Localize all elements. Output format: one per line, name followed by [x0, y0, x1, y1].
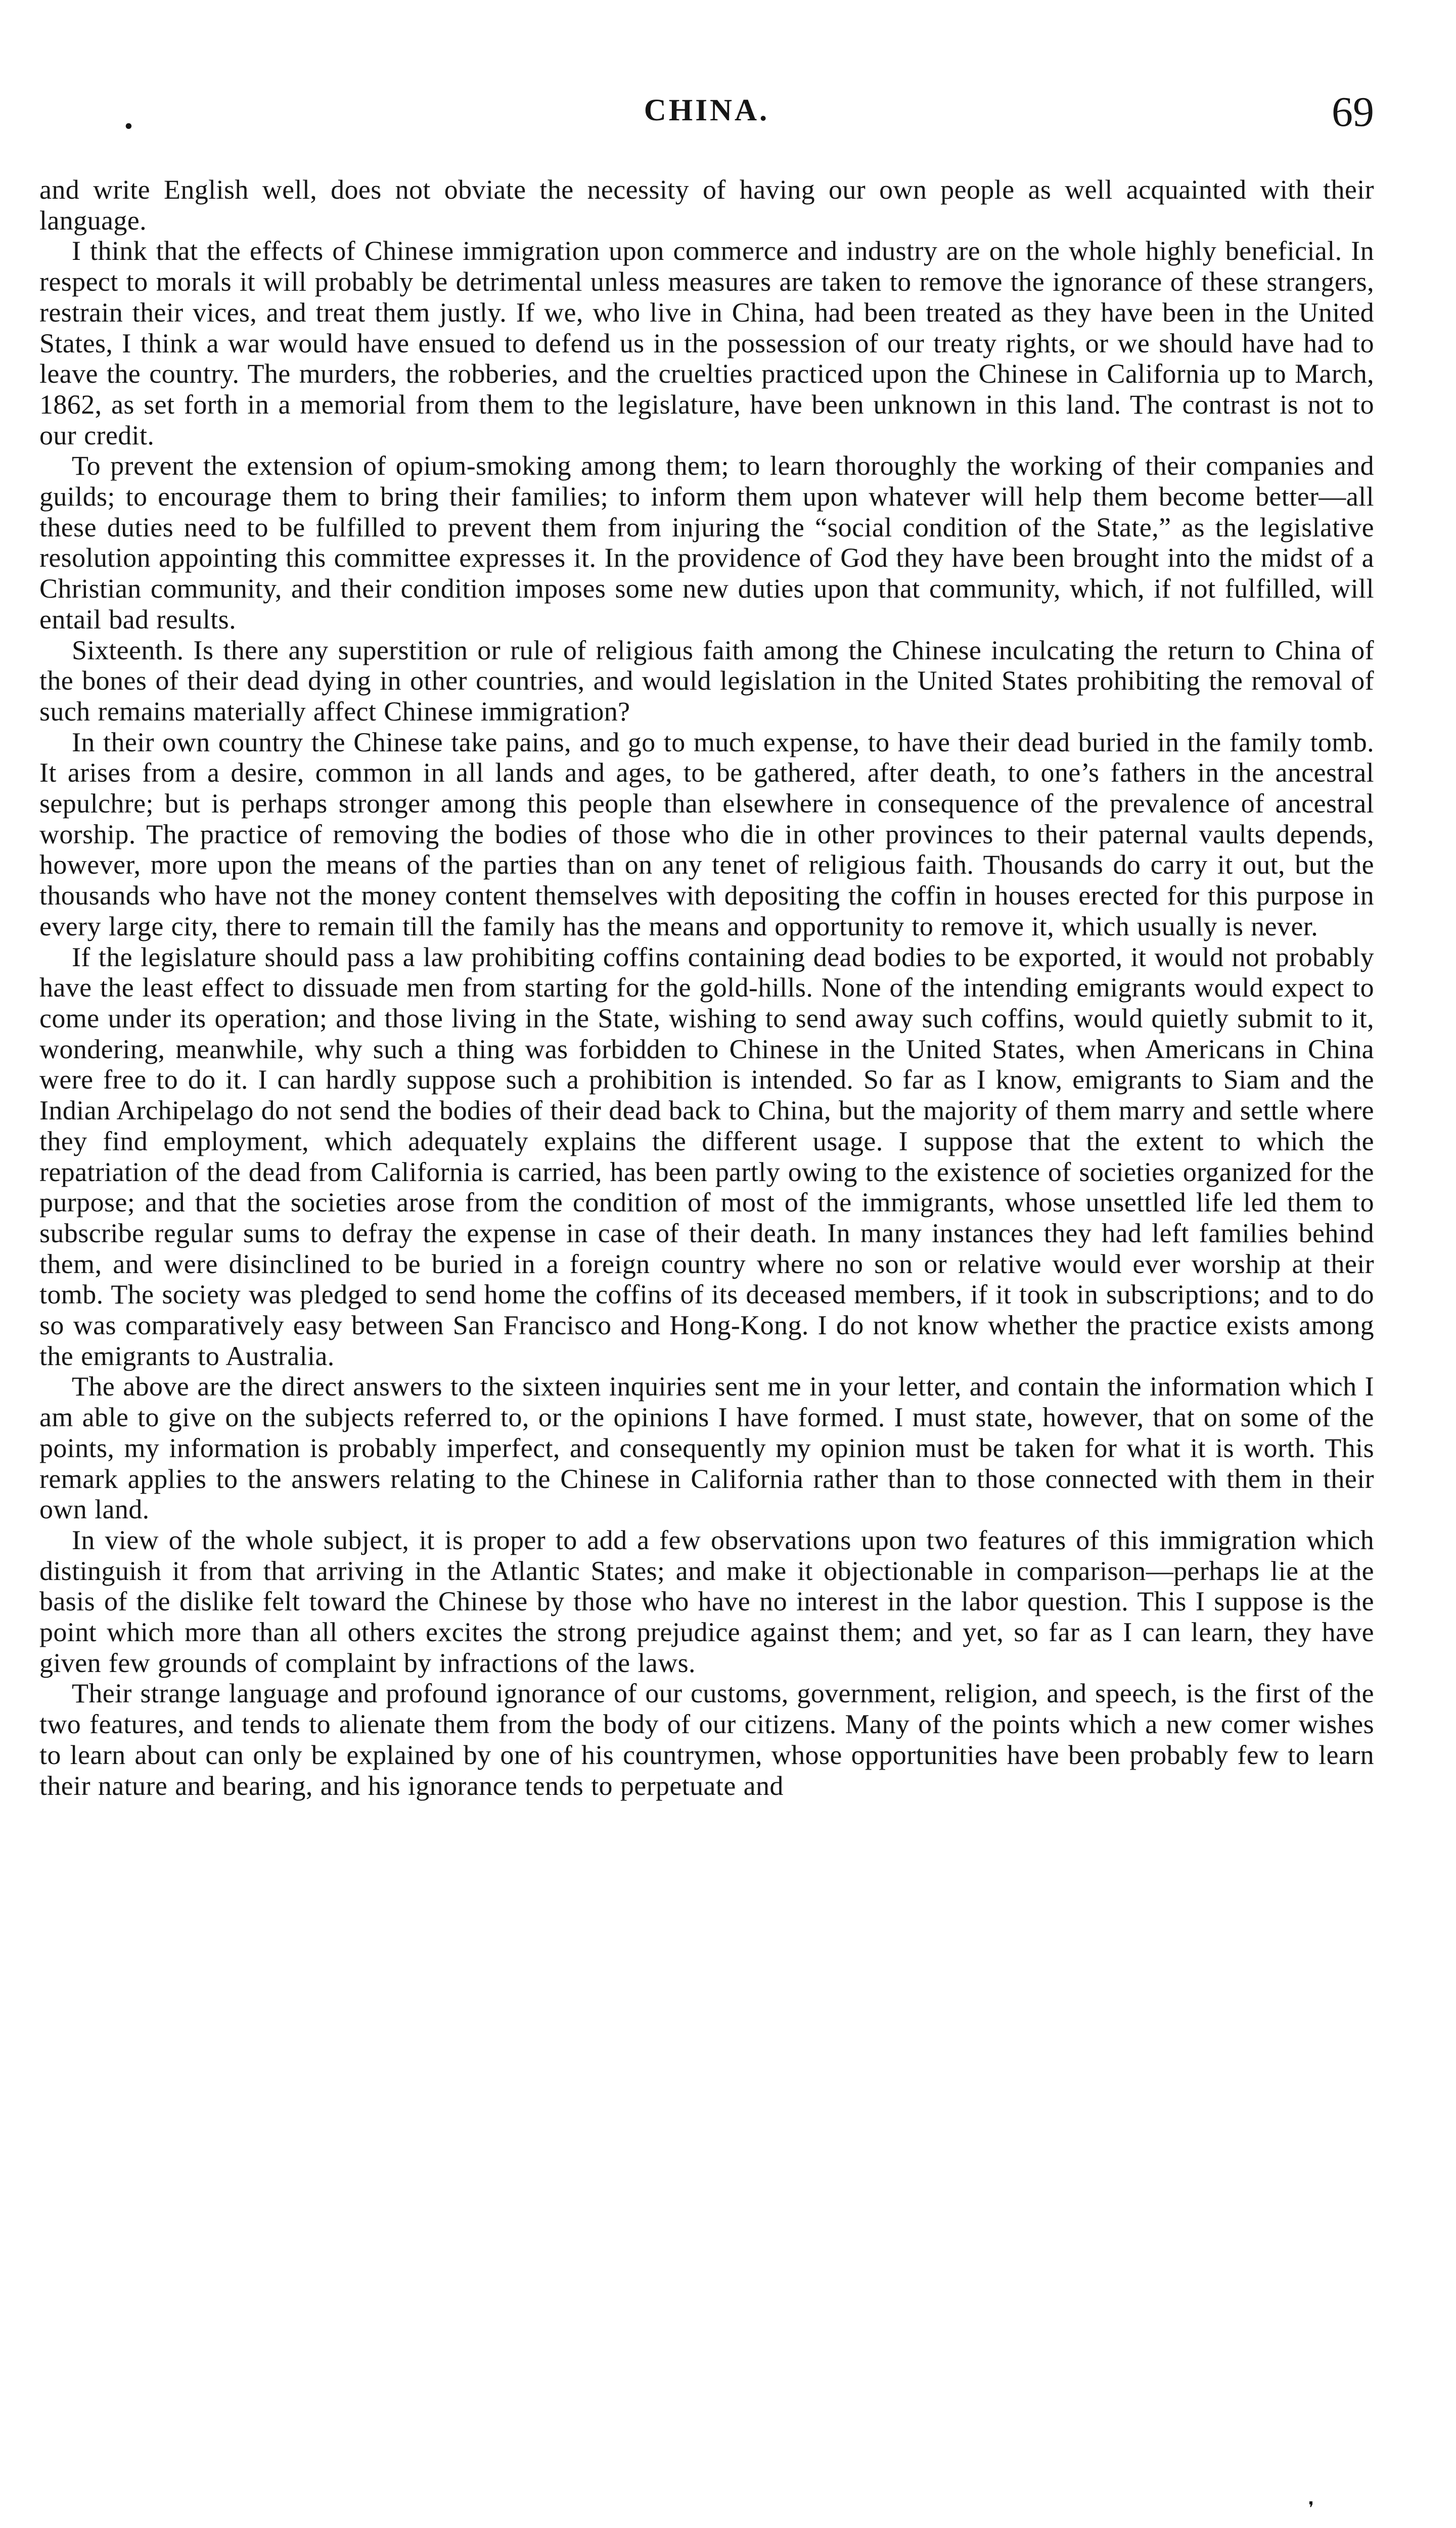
printer-mark: ❜	[1308, 2499, 1314, 2518]
page-title: CHINA.	[644, 94, 770, 127]
paragraph-sixteenth-question: Sixteenth. Is there any superstition or rule of religious faith among the Chinese inculcating the return to China of the bones of their dead dying in other countries, and would legislation in the United States prohibiting the removal of such remains materially affect Chinese immigration?	[39, 635, 1374, 727]
paragraph-burial-customs: In their own country the Chinese take pains, and go to much expense, to have their dead buried in the family tomb. It arises from a desire, common in all lands and ages, to be gathered, after death, to one’s fathers in the ancestral sepulchre; but is perhaps stronger among this people than elsewhere in consequence of the prevalence of ancestral worship. The practice of removing the bodies of those who die in other provinces to their paternal vaults depends, however, more upon the means of the parties than on any tenet of religious faith. Thousands do carry it out, but the thousands who have not the money content themselves with depositing the coffin in houses erected for this purpose in every large city, there to remain till the family has the means and opportunity to remove it, which usually is never.	[39, 727, 1374, 941]
paragraph-duties: To prevent the extension of opium-smoking among them; to learn thoroughly the working of their companies and guilds; to encourage them to bring their families; to inform them upon whatever will help them become better—all these duties need to be fulfilled to prevent them from injuring the “social condition of the State,” as the legislative resolution appointing this committee expresses it. In the providence of God they have been brought into the midst of a Christian community, and their condition imposes some new duties upon that community, which, if not fulfilled, will entail bad results.	[39, 450, 1374, 635]
paragraph-effects-of-immigration: I think that the effects of Chinese immigration upon commerce and industry are on the whole highly beneficial. In respect to morals it will probably be detrimental unless measures are taken to remove the ignorance of these strangers, restrain their vices, and treat them justly. If we, who live in China, had been treated as they have been in the United States, I think a war would have ensued to defend us in the possession of our treaty rights, or we should have had to leave the country. The murders, the robberies, and the cruelties practiced upon the Chinese in California up to March, 1862, as set forth in a memorial from them to the legislature, have been unknown in this land. The contrast is not to our credit.	[39, 236, 1374, 450]
paragraph-continuation: and write English well, does not obviate the necessity of having our own people as well acquainted with their language.	[39, 174, 1374, 236]
paragraph-strange-language: Their strange language and profound ignorance of our customs, government, religion, and speech, is the first of the two features, and tends to alienate them from the body of our citizens. Many of the points which a new comer wishes to learn about can only be explained by one of his countrymen, whose opportunities have been probably few to learn their nature and bearing, and his ignorance tends to perpetuate and	[39, 1678, 1374, 1801]
running-head	[39, 85, 1374, 141]
body-text	[39, 174, 1374, 1801]
paragraph-coffin-law: If the legislature should pass a law prohibiting coffins containing dead bodies to be exported, it would not probably have the least effect to dissuade men from starting for the gold-hills. None of the intending emigrants would expect to come under its operation; and those living in the State, wishing to send away such coffins, would quietly submit to it, wondering, meanwhile, why such a thing was forbidden to Chinese in the United States, when Americans in China were free to do it. I can hardly suppose such a prohibition is intended. So far as I know, emigrants to Siam and the Indian Archipelago do not send the bodies of their dead back to China, but the majority of them marry and settle where they find employment, which adequately explains the different usage. I suppose that the extent to which the repatriation of the dead from California is carried, has been partly owing to the existence of societies organized for the purpose; and that the societies arose from the condition of most of the immigrants, whose unsettled life led them to subscribe regular sums to defray the expense in case of their death. In many instances they had left families behind them, and were disinclined to be buried in a foreign country where no son or relative would ever worship at their tomb. The society was pledged to send home the coffins of its deceased members, if it took in subscriptions; and to do so was comparatively easy between San Francisco and Hong-Kong. I do not know whether the practice exists among the emigrants to Australia.	[39, 941, 1374, 1371]
page-number: 69	[1332, 88, 1374, 136]
header-dot: •	[124, 113, 133, 140]
paragraph-direct-answers: The above are the direct answers to the sixteen inquiries sent me in your letter, and contain the information which I am able to give on the subjects referred to, or the opinions I have formed. I must state, however, that on some of the points, my information is probably imperfect, and consequently my opinion must be taken for what it is worth. This remark applies to the answers relating to the Chinese in California rather than to those connected with them in their own land.	[39, 1371, 1374, 1525]
paragraph-observations: In view of the whole subject, it is proper to add a few observations upon two features of this immigration which distinguish it from that arriving in the Atlantic States; and make it objectionable in comparison—perhaps lie at the basis of the dislike felt toward the Chinese by those who have no interest in the labor question. This I suppose is the point which more than all others excites the strong prejudice against them; and yet, so far as I can learn, they have given few grounds of complaint by infractions of the laws.	[39, 1524, 1374, 1678]
